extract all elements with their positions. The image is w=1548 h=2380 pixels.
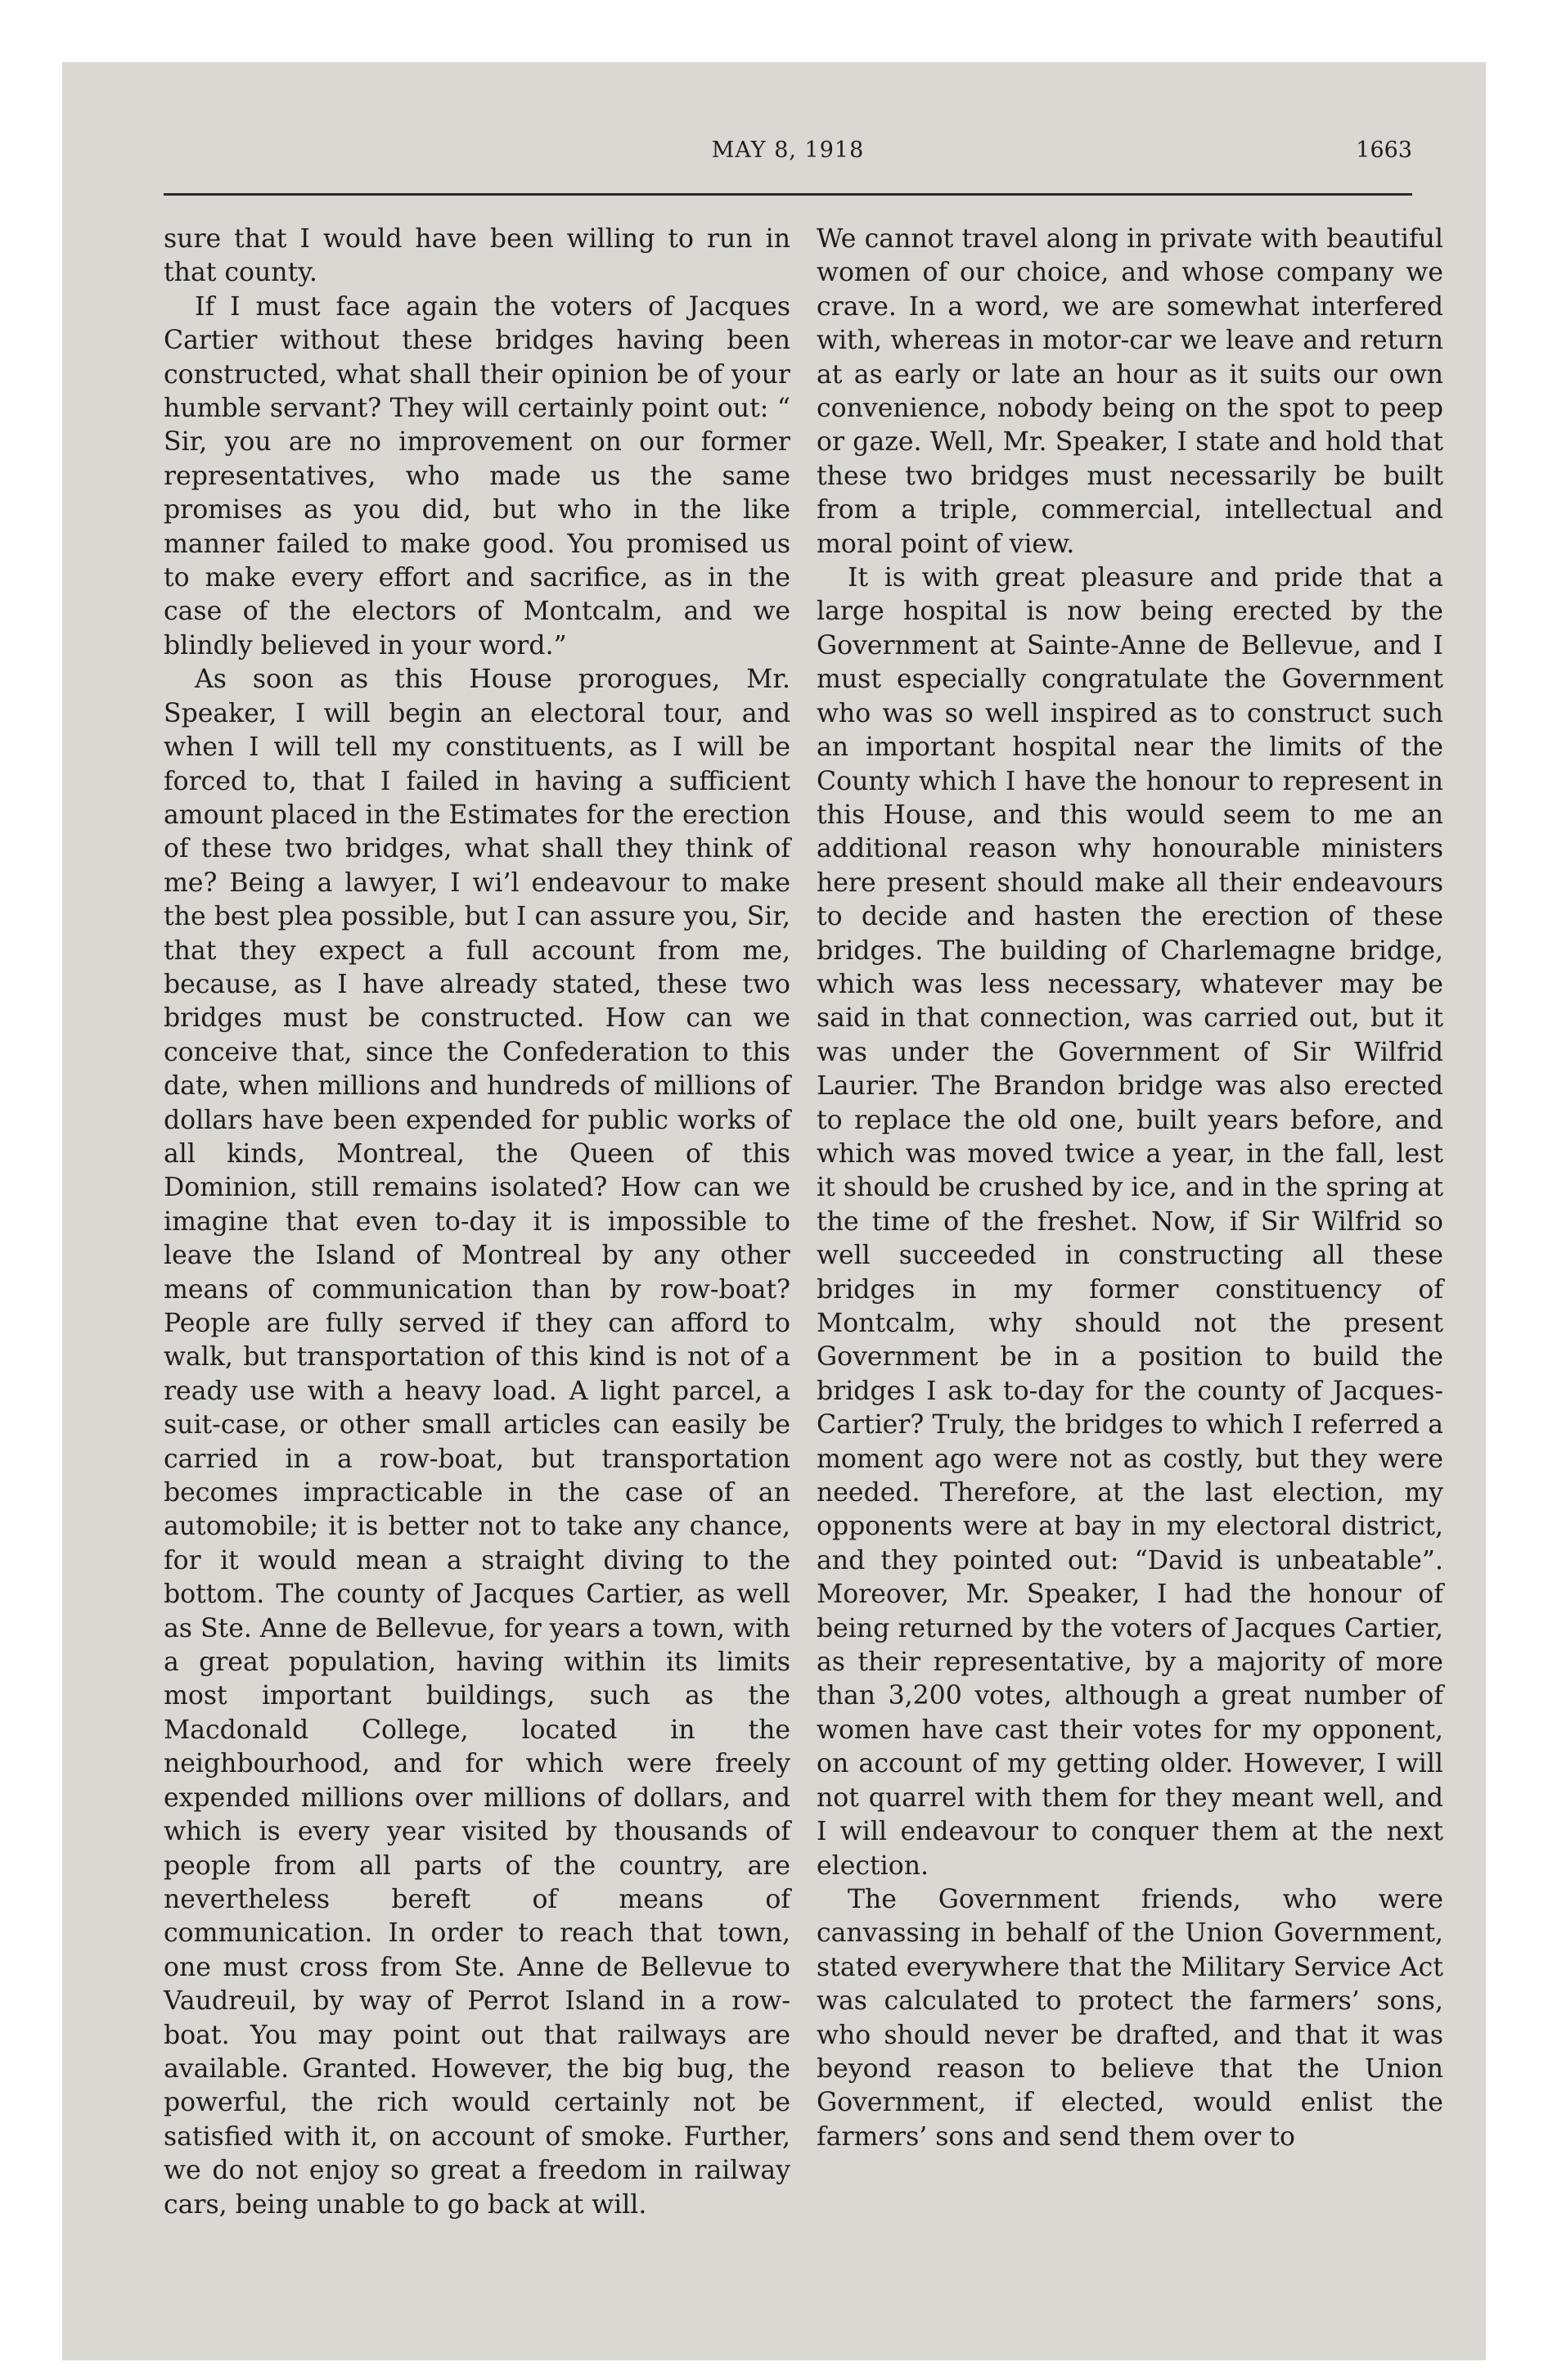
paragraph: As soon as this House prorogues, Mr. Speaker, I will begin an electoral tour, and when I will tell my constituents, as I will be forced to, that I failed in having a sufficient amount placed in the Estimates for the erection of these two bridges, what shall they think of me? Being a lawyer, I wi’l endeavour to make the best plea possible, but I can assure you, Sir, that they expect a full account from me, because, as I have already stated, these two bridges must be constructed. How can we conceive that, since the Confederation to this date, when millions and hundreds of millions of dollars have been expended for public works of all kinds, Montreal, the Queen of this Dominion, still remains isolated? How can we imagine that even to-day it is impossible to leave the Island of Montreal by any other means of communication than by row-boat? People are fully served if they can afford to walk, but transportation of this kind is not of a ready use with a heavy load. A light parcel, a suit-case, or other small articles can easily be carried in a row-boat, but transportation becomes impracticable in the case of an automobile; it is better not to take any chance, for it would mean a straight diving to the bottom. The county of Jacques Cartier, as well as Ste. Anne de Bellevue, for years a town, with a great population, having within its limits most important buildings, such as the Macdonald College, located in the neighbourhood, and for which were freely expended millions over millions of dollars, and which is every year visited by thousands of people from all parts of the country, are nevertheless bereft of means of communication. In order to reach that town, one must cross from Ste. Anne de Bellevue to Vaudreuil, by way of Perrot Island in a row-boat. You may point out that railways are available. Granted. However, the big bug, the powerful, the rich would certainly not be satisfied with it, on account of smoke. Further, we do not enjoy so great a freedom in railway cars, being unable to go back at will. [164,665,790,2220]
paragraph: It is with great pleasure and pride that a large hospital is now being erected by the Government at Sainte-Anne de Bellevue, and I must especially congratulate the Government who was so well inspired as to construct such an important hospital near the limits of the County which I have the honour to represent in this House, and this would seem to me an additional reason why honourable ministers here present should make all their endeavours to decide and hasten the erection of these bridges. The building of Charlemagne bridge, which was less necessary, whatever may be said in that connection, was carried out, but it was under the Government of Sir Wilfrid Laurier. The Brandon bridge was also erected to replace the old one, built years before, and which was moved twice a year, in the fall, lest it should be crushed by ice, and in the spring at the time of the freshet. Now, if Sir Wilfrid so well succeeded in constructing all these bridges in my former constituency of Montcalm, why should not the present Government be in a position to build the bridges I ask to-day for the county of Jacques-Cartier? Truly, the bridges to which I referred a moment ago were not as costly, but they were needed. Therefore, at the last election, my opponents were at bay in my electoral district, and they pointed out: “David is unbeatable”. Moreover, Mr. Speaker, I had the honour of being returned by the voters of Jacques Cartier, as their representative, by a majority of more than 3,200 votes, although a great number of women have cast their votes for my opponent, on account of my getting older. However, I will not quarrel with them for they meant well, and I will endeavour to conquer them at the next election. [817,563,1443,1881]
page-header [164,137,1412,178]
header-rule [164,193,1412,196]
page-number: 1663 [1356,137,1412,163]
paragraph: The Government friends, who were canvassing in behalf of the Union Government, stated everywhere that the Military Service Act was calculated to protect the farmers’ sons, who should never be drafted, and that it was beyond reason to believe that the Union Government, if elected, would enlist the farmers’ sons and send them over to [817,1884,1443,2152]
paragraph: sure that I would have been willing to run in that county. [164,224,790,288]
running-title: MAY 8, 1918 [711,137,865,163]
left-column [164,223,790,2220]
right-column [817,223,1443,2203]
paragraph: If I must face again the voters of Jacques Cartier without these bridges having been constructed, what shall their opinion be of your humble servant? They will certainly point out: “ Sir, you are no improvement on our former representatives, who made us the same promises as you did, but who in the like manner failed to make good. You promised us to make every effort and sacrifice, as in the case of the electors of Montcalm, and we blindly believed in your word.” [164,291,790,660]
paragraph: We cannot travel along in private with beautiful women of our choice, and whose company we crave. In a word, we are somewhat interfered with, whereas in motor-car we leave and return at as early or late an hour as it suits our own convenience, nobody being on the spot to peep or gaze. Well, Mr. Speaker, I state and hold that these two bridges must necessarily be built from a triple, commercial, intellectual and moral point of view. [817,224,1443,559]
